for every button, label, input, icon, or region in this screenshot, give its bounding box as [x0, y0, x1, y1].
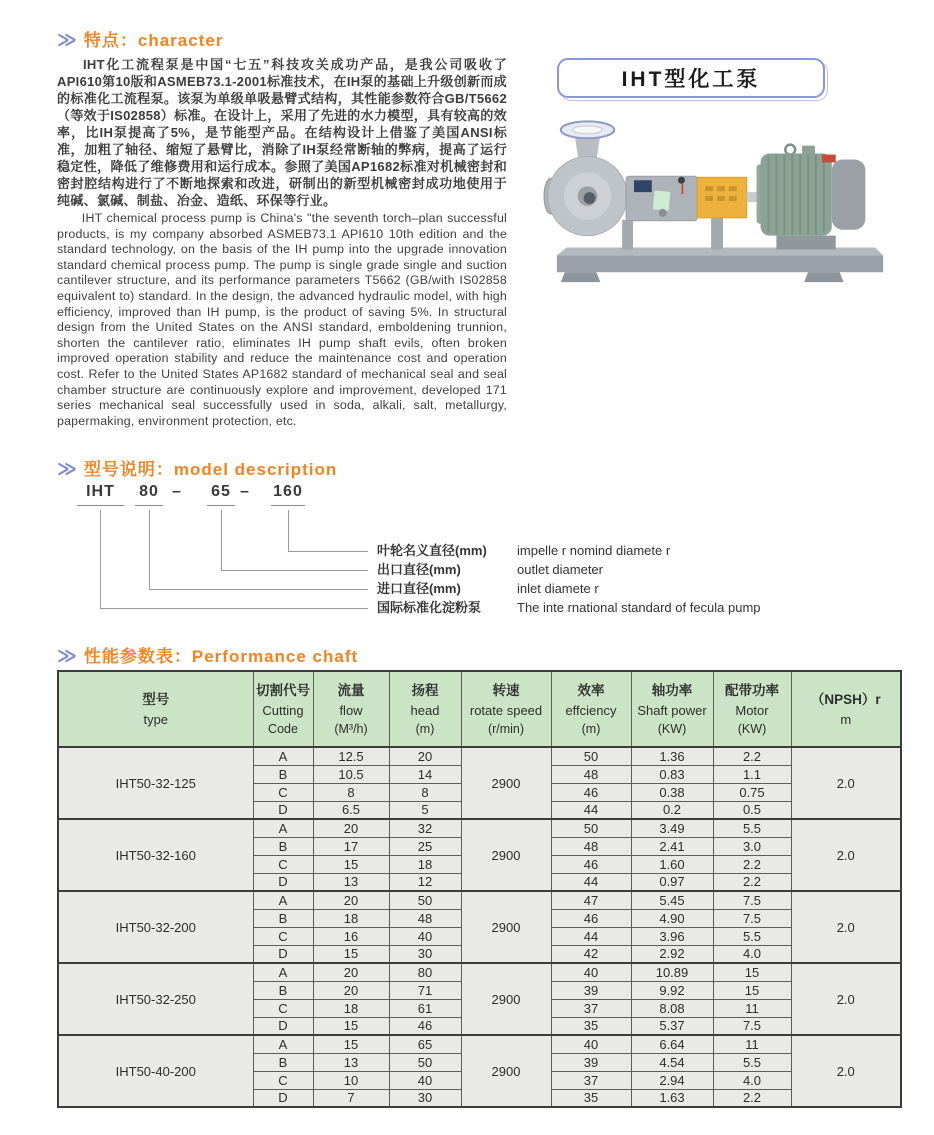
header-en: type — [143, 711, 169, 727]
npsh-cell: 2.0 — [791, 891, 901, 963]
npsh-cell: 2.0 — [791, 963, 901, 1035]
head-cell: 65 — [389, 1035, 461, 1053]
cutting-code-cell: B — [253, 981, 313, 999]
shaft-power-cell: 5.45 — [631, 891, 713, 909]
motor-power-cell: 3.0 — [713, 837, 791, 855]
connector-line — [221, 570, 368, 571]
col-header-head — [389, 671, 461, 747]
cutting-code-cell: D — [253, 945, 313, 963]
motor-power-cell: 4.0 — [713, 1071, 791, 1089]
intro-text-column — [57, 56, 507, 441]
efficiency-cell: 48 — [551, 837, 631, 855]
double-chevron-icon: ≫ — [57, 459, 75, 480]
header-unit: (KW) — [737, 721, 767, 736]
table-row — [58, 963, 901, 981]
head-cell: 71 — [389, 981, 461, 999]
cutting-code-cell: C — [253, 783, 313, 801]
head-cell: 50 — [389, 1053, 461, 1071]
cutting-code-cell: D — [253, 1089, 313, 1107]
head-cell: 25 — [389, 837, 461, 855]
head-cell: 8 — [389, 783, 461, 801]
connector-line — [149, 510, 150, 589]
col-header-speed — [461, 671, 551, 747]
motor-power-cell: 15 — [713, 963, 791, 981]
motor-power-cell: 5.5 — [713, 1053, 791, 1071]
head-cell: 30 — [389, 945, 461, 963]
model-type-cell: IHT50-32-125 — [58, 747, 253, 819]
intro-paragraph-english: IHT chemical process pump is China's "the seventh torch–plan successful products, is my company absorbed ASMEB73.1 API610 10th edition and the standard technology, on the basis of the IH pump into the upgrade innovation standard chemical process pump. The pump is single grade single and suction cantilever structure, and its performance parameters T5662 (GB/with IS02858 equivalent to) standard. In the design, the advanced hydraulic model, with high efficiency, improved than IH pump, is the product of saving 5%. In structural design from the United States on the ANSI standard, emboldening trunnion, shorten the cantilever ratio, eliminates IH pump shaft evils, often broken improved operation stability and reduce the maintenance cost and operation cost. Refer to the United States AP1682 standard of mechanical seal and seal chamber structure are continuously explore and improvement, developed 171 series mechanical seal successfully used in soda, alkali, salt, metallurgy, papermaking, environment protection, etc. — [57, 211, 507, 428]
label-en: inlet diamete r — [517, 581, 599, 596]
shaft-power-cell: 0.97 — [631, 873, 713, 891]
efficiency-cell: 46 — [551, 855, 631, 873]
diagram-label-impeller — [377, 542, 670, 560]
section-heading-model — [57, 455, 900, 480]
npsh-cell: 2.0 — [791, 819, 901, 891]
cutting-code-cell: C — [253, 927, 313, 945]
connector-line — [288, 510, 289, 551]
efficiency-cell: 46 — [551, 909, 631, 927]
header-row — [58, 671, 901, 747]
flow-cell: 18 — [313, 999, 389, 1017]
col-header-type — [58, 671, 253, 747]
efficiency-cell: 39 — [551, 981, 631, 999]
cutting-code-cell: B — [253, 765, 313, 783]
head-cell: 30 — [389, 1089, 461, 1107]
model-code-series: IHT — [77, 483, 124, 506]
flow-cell: 12.5 — [313, 747, 389, 765]
motor-power-cell: 5.5 — [713, 819, 791, 837]
efficiency-cell: 46 — [551, 783, 631, 801]
flow-cell: 20 — [313, 963, 389, 981]
col-header-motor-power — [713, 671, 791, 747]
flow-cell: 10 — [313, 1071, 389, 1089]
head-cell: 46 — [389, 1017, 461, 1035]
cutting-code-cell: B — [253, 909, 313, 927]
header-unit: Code — [268, 721, 298, 736]
efficiency-cell: 44 — [551, 873, 631, 891]
header-unit: (r/min) — [487, 721, 525, 736]
header-cn: 配带功率 — [725, 682, 779, 698]
model-code-diagram — [57, 483, 900, 635]
cutting-code-cell: B — [253, 837, 313, 855]
efficiency-cell: 44 — [551, 927, 631, 945]
shaft-power-cell: 6.64 — [631, 1035, 713, 1053]
intro-columns — [57, 56, 900, 441]
shaft-power-cell: 3.96 — [631, 927, 713, 945]
efficiency-cell: 42 — [551, 945, 631, 963]
double-chevron-icon: ≫ — [57, 30, 75, 51]
efficiency-cell: 40 — [551, 963, 631, 981]
header-en: rotate speed — [469, 702, 543, 718]
efficiency-cell: 44 — [551, 801, 631, 819]
model-code-dash: – — [240, 483, 250, 500]
pump-baseplate — [557, 248, 883, 283]
section-heading-character — [57, 26, 900, 51]
section-heading-performance — [57, 642, 900, 667]
bearing-frame — [626, 176, 697, 221]
iht-chemical-pump-photo — [543, 114, 899, 292]
diagram-label-standard — [377, 599, 761, 617]
header-cn: 型号 — [142, 691, 170, 707]
speed-cell: 2900 — [461, 747, 551, 819]
performance-table-head — [58, 671, 901, 747]
flow-cell: 8 — [313, 783, 389, 801]
flow-cell: 15 — [313, 855, 389, 873]
col-header-npsh — [791, 671, 901, 747]
efficiency-cell: 39 — [551, 1053, 631, 1071]
flow-cell: 16 — [313, 927, 389, 945]
discharge-flange — [561, 121, 614, 160]
header-cn: 轴功率 — [651, 682, 693, 698]
cutting-code-cell: A — [253, 747, 313, 765]
cutting-code-cell: C — [253, 999, 313, 1017]
label-cn: 出口直径(mm) — [377, 562, 461, 577]
section-title-performance: 性能参数表：Performance chaft — [83, 647, 359, 666]
pump-support-leg — [622, 220, 633, 250]
label-cn: 国际标准化淀粉泵 — [377, 600, 482, 615]
flow-cell: 20 — [313, 819, 389, 837]
shaft-power-cell: 3.49 — [631, 819, 713, 837]
flow-cell: 20 — [313, 981, 389, 999]
shaft-power-cell: 9.92 — [631, 981, 713, 999]
head-cell: 18 — [389, 855, 461, 873]
shaft-power-cell: 2.94 — [631, 1071, 713, 1089]
flow-cell: 6.5 — [313, 801, 389, 819]
shaft-power-cell: 1.36 — [631, 747, 713, 765]
cutting-code-cell: B — [253, 1053, 313, 1071]
product-column — [507, 56, 900, 441]
model-code-impeller: 160 — [271, 483, 305, 506]
motor-power-cell: 4.0 — [713, 945, 791, 963]
motor-power-cell: 2.2 — [713, 855, 791, 873]
col-header-flow — [313, 671, 389, 747]
efficiency-cell: 40 — [551, 1035, 631, 1053]
header-en: head — [410, 702, 440, 718]
flow-cell: 15 — [313, 1035, 389, 1053]
table-row — [58, 891, 901, 909]
performance-section — [57, 642, 900, 1108]
header-unit: (KW) — [657, 721, 687, 736]
section-title-model: 型号说明：model description — [83, 460, 338, 479]
header-en: flow — [339, 702, 363, 718]
label-cn: 进口直径(mm) — [377, 581, 461, 596]
shaft-power-cell: 2.92 — [631, 945, 713, 963]
flow-cell: 13 — [313, 873, 389, 891]
label-en: outlet diameter — [517, 562, 603, 577]
double-chevron-icon: ≫ — [57, 646, 75, 667]
coupling-support-leg — [711, 218, 723, 250]
flow-cell: 17 — [313, 837, 389, 855]
header-en: Motor — [735, 702, 769, 718]
header-cn: （NPSH）r — [810, 691, 881, 707]
shaft-power-cell: 0.38 — [631, 783, 713, 801]
header-unit: (M³/h) — [334, 721, 368, 736]
head-cell: 80 — [389, 963, 461, 981]
section-title-character: 特点：character — [83, 31, 224, 50]
model-code-inlet: 80 — [135, 483, 163, 506]
header-cn: 扬程 — [411, 682, 439, 698]
efficiency-cell: 50 — [551, 819, 631, 837]
motor-power-cell: 11 — [713, 999, 791, 1017]
pump-volute — [544, 157, 627, 236]
header-en: Shaft power — [637, 702, 707, 718]
head-cell: 20 — [389, 747, 461, 765]
header-cn: 流量 — [337, 682, 365, 698]
shaft-power-cell: 1.63 — [631, 1089, 713, 1107]
table-row — [58, 819, 901, 837]
flow-cell: 15 — [313, 1017, 389, 1035]
performance-table — [57, 670, 902, 1108]
label-en: impelle r nomind diamete r — [517, 543, 671, 558]
motor-power-cell: 7.5 — [713, 891, 791, 909]
diagram-label-outlet — [377, 561, 603, 579]
cutting-code-cell: D — [253, 801, 313, 819]
col-header-efficiency — [551, 671, 631, 747]
efficiency-cell: 37 — [551, 1071, 631, 1089]
head-cell: 12 — [389, 873, 461, 891]
shaft-power-cell: 2.41 — [631, 837, 713, 855]
motor-power-cell: 7.5 — [713, 909, 791, 927]
head-cell: 48 — [389, 909, 461, 927]
head-cell: 32 — [389, 819, 461, 837]
model-type-cell: IHT50-32-250 — [58, 963, 253, 1035]
cutting-code-cell: C — [253, 1071, 313, 1089]
motor-power-cell: 7.5 — [713, 1017, 791, 1035]
shaft-power-cell: 0.83 — [631, 765, 713, 783]
shaft-power-cell: 5.37 — [631, 1017, 713, 1035]
header-en: m — [840, 711, 852, 727]
header-cn: 切割代号 — [256, 682, 310, 698]
product-title-box — [557, 58, 825, 98]
motor-power-cell: 0.75 — [713, 783, 791, 801]
motor — [757, 145, 866, 250]
shaft-power-cell: 8.08 — [631, 999, 713, 1017]
shaft-power-cell: 10.89 — [631, 963, 713, 981]
flow-cell: 15 — [313, 945, 389, 963]
intro-paragraph-chinese: IHT化工流程泵是中国“七五”科技攻关成功产品，是我公司吸收了API610第10版和ASMEB73.1-2001标准技术，在IH泵的基础上升级创新而成的标准化工流程泵。该泵为单级单吸悬臂式结构，其性能参数符合GB/T5662（等效于IS02858）标准。在设计上，采用了先进的水力模型，具有较高的效率，比IH泵提高了5%，是节能型产品。在结构设计上借鉴了美国ANSI标准，加粗了轴径、缩短了悬臂比，消除了IH泵经常断轴的弊病，提高了运行稳定性，降低了维修费用和运行成本。参照了美国AP1682标准对机械密封和密封腔结构进行了不断地探索和改进，研制出的新型机械密封成功地使用于纯碱、氯碱、制盐、冶金、造纸、环保等行业。 — [57, 57, 507, 208]
cutting-code-cell: D — [253, 873, 313, 891]
connector-line — [100, 510, 101, 608]
connector-line — [149, 589, 368, 590]
table-row — [58, 1035, 901, 1053]
model-code-outlet: 65 — [207, 483, 235, 506]
shaft-power-cell: 0.2 — [631, 801, 713, 819]
motor-power-cell: 2.2 — [713, 873, 791, 891]
shaft-power-cell: 1.60 — [631, 855, 713, 873]
efficiency-cell: 48 — [551, 765, 631, 783]
flow-cell: 10.5 — [313, 765, 389, 783]
speed-cell: 2900 — [461, 891, 551, 963]
header-en: Cutting — [262, 702, 304, 718]
motor-power-cell: 11 — [713, 1035, 791, 1053]
cutting-code-cell: C — [253, 855, 313, 873]
label-cn: 叶轮名义直径(mm) — [377, 543, 487, 558]
motor-power-cell: 2.2 — [713, 1089, 791, 1107]
motor-power-cell: 1.1 — [713, 765, 791, 783]
performance-table-body — [58, 747, 901, 1107]
table-row — [58, 747, 901, 765]
col-header-cutting-code — [253, 671, 313, 747]
product-title: IHT型化工泵 — [621, 68, 761, 91]
model-type-cell: IHT50-32-200 — [58, 891, 253, 963]
connector-line — [100, 608, 368, 609]
header-en: effciency — [565, 702, 617, 718]
model-type-cell: IHT50-32-160 — [58, 819, 253, 891]
model-type-cell: IHT50-40-200 — [58, 1035, 253, 1107]
efficiency-cell: 37 — [551, 999, 631, 1017]
motor-power-cell: 5.5 — [713, 927, 791, 945]
head-cell: 14 — [389, 765, 461, 783]
coupling-guard — [697, 177, 746, 218]
npsh-cell: 2.0 — [791, 747, 901, 819]
npsh-cell: 2.0 — [791, 1035, 901, 1107]
efficiency-cell: 50 — [551, 747, 631, 765]
header-cn: 效率 — [577, 682, 605, 698]
shaft-power-cell: 4.90 — [631, 909, 713, 927]
speed-cell: 2900 — [461, 819, 551, 891]
flow-cell: 20 — [313, 891, 389, 909]
motor-power-cell: 0.5 — [713, 801, 791, 819]
model-code-dash: – — [172, 483, 182, 500]
motor-power-cell: 2.2 — [713, 747, 791, 765]
cutting-code-cell: A — [253, 819, 313, 837]
label-en: The inte rnational standard of fecula pump — [517, 600, 761, 615]
col-header-shaft-power — [631, 671, 713, 747]
cutting-code-cell: A — [253, 963, 313, 981]
head-cell: 5 — [389, 801, 461, 819]
head-cell: 61 — [389, 999, 461, 1017]
connector-line — [221, 510, 222, 570]
diagram-label-inlet — [377, 580, 599, 598]
flow-cell: 7 — [313, 1089, 389, 1107]
flow-cell: 13 — [313, 1053, 389, 1071]
head-cell: 50 — [389, 891, 461, 909]
flow-cell: 18 — [313, 909, 389, 927]
efficiency-cell: 35 — [551, 1017, 631, 1035]
head-cell: 40 — [389, 927, 461, 945]
efficiency-cell: 35 — [551, 1089, 631, 1107]
efficiency-cell: 47 — [551, 891, 631, 909]
shaft-power-cell: 4.54 — [631, 1053, 713, 1071]
header-unit: (m) — [415, 721, 435, 736]
connector-line — [288, 551, 368, 552]
cutting-code-cell: A — [253, 1035, 313, 1053]
head-cell: 40 — [389, 1071, 461, 1089]
speed-cell: 2900 — [461, 1035, 551, 1107]
speed-cell: 2900 — [461, 963, 551, 1035]
cutting-code-cell: D — [253, 1017, 313, 1035]
cutting-code-cell: A — [253, 891, 313, 909]
motor-power-cell: 15 — [713, 981, 791, 999]
header-unit: (m) — [581, 721, 601, 736]
header-cn: 转速 — [492, 682, 520, 698]
